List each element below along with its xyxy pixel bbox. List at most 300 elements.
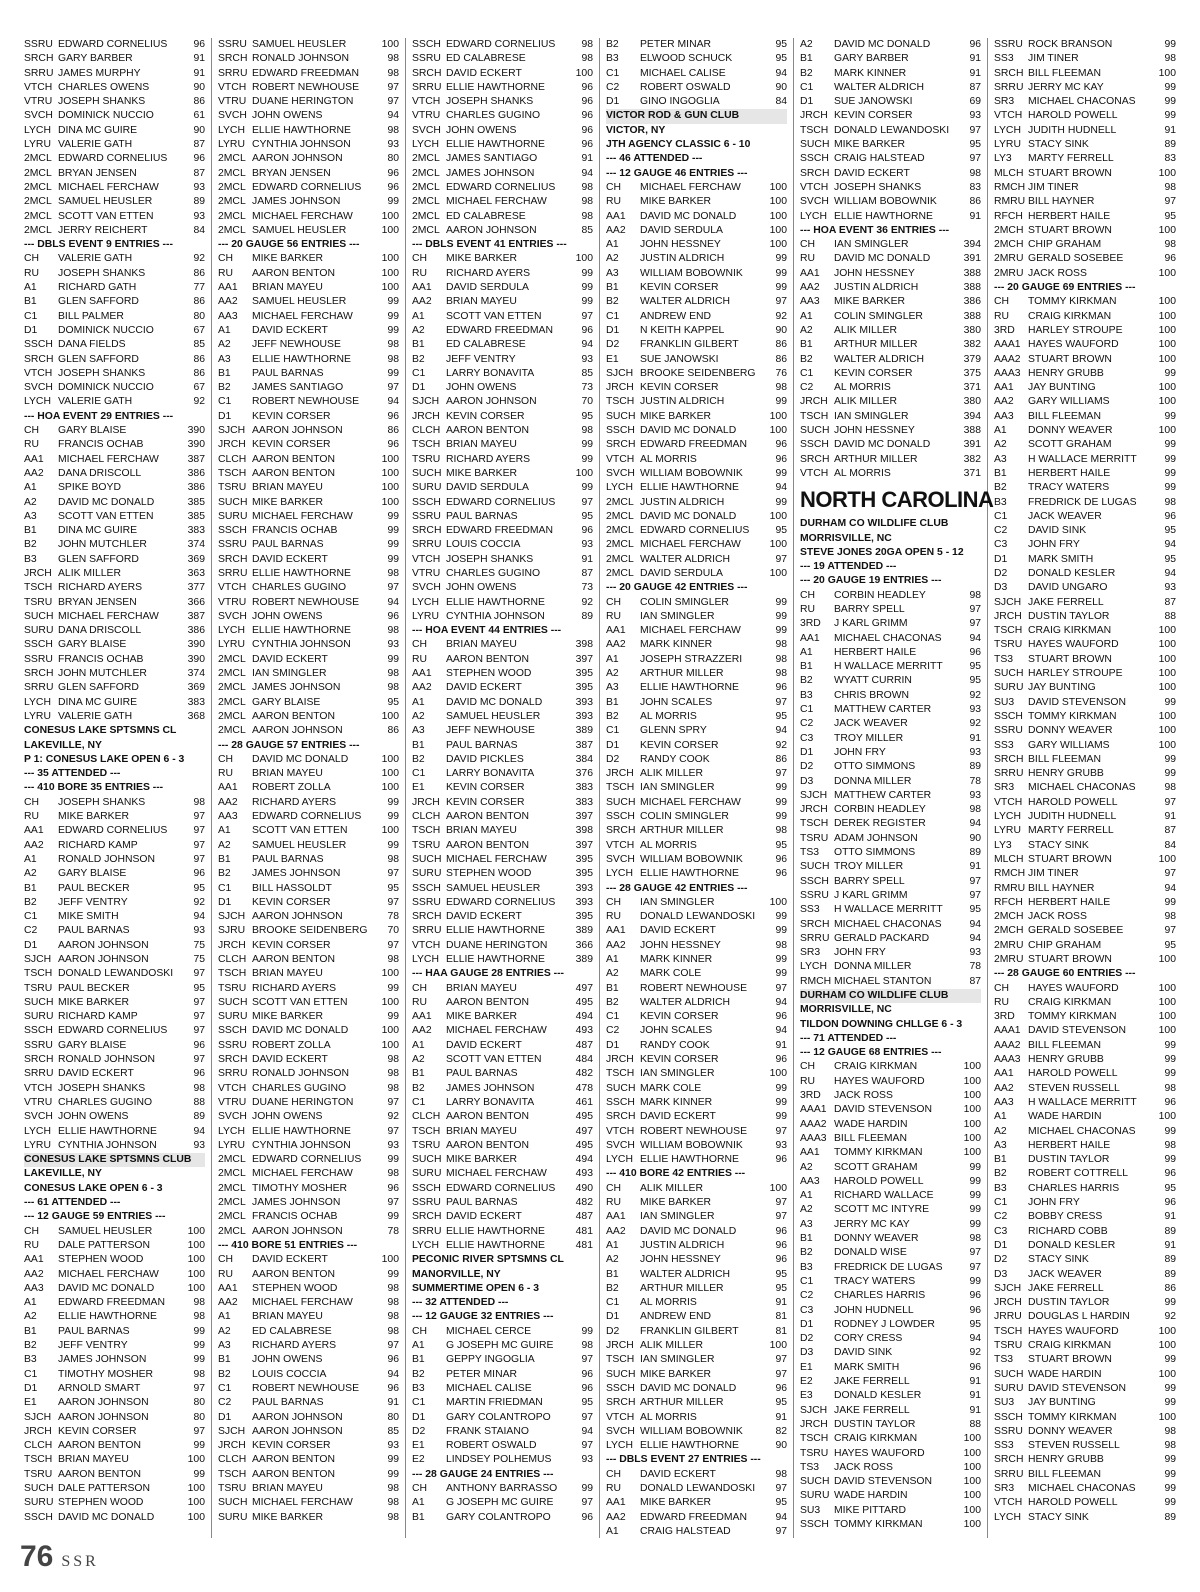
event-code: 2MCL — [412, 224, 440, 236]
score: 369 — [187, 682, 205, 694]
shooter-name: MIKE BARKER — [640, 410, 712, 422]
event-code: VTCH — [412, 939, 441, 951]
result-row — [24, 824, 205, 838]
result-row — [606, 453, 787, 467]
shooter-name: DOUGLAS L HARDIN — [1028, 1311, 1130, 1323]
event-code: 2MCL — [412, 181, 440, 193]
event-code: SJCH — [218, 911, 246, 923]
result-row — [412, 1368, 593, 1382]
shooter-name: MICHAEL FERCHAW — [252, 1497, 353, 1509]
shooter-name: CORBIN HEADLEY — [834, 589, 926, 601]
event-code: 2MCL — [218, 653, 246, 665]
shooter-name: CRAIG KIRKMAN — [1028, 310, 1112, 322]
result-row — [606, 195, 787, 209]
event-code: B1 — [24, 525, 37, 537]
result-row — [994, 167, 1176, 181]
score: 93 — [387, 639, 399, 651]
result-row — [218, 967, 399, 981]
event-code: D1 — [24, 1382, 38, 1394]
shooter-name: MICHAEL FERCHAW — [446, 1168, 547, 1180]
result-row — [994, 1067, 1176, 1081]
score: 91 — [969, 1376, 981, 1388]
score: 86 — [775, 353, 787, 365]
score: 100 — [187, 1239, 205, 1251]
result-row — [800, 1103, 981, 1117]
event-code: SURU — [218, 1011, 248, 1023]
event-code: TSRU — [412, 1139, 441, 1151]
score: 99 — [1164, 1039, 1176, 1051]
result-row — [606, 1125, 787, 1139]
result-row — [606, 1396, 787, 1410]
score: 98 — [387, 682, 399, 694]
result-row — [218, 667, 399, 681]
event-code: LYCH — [800, 961, 827, 973]
shooter-name: JOHN OWENS — [58, 1111, 129, 1123]
score: 99 — [387, 367, 399, 379]
shooter-name: DONALD KESLER — [834, 1390, 922, 1402]
shooter-name: KEVIN CORSER — [640, 382, 719, 394]
event-header: --- 12 GAUGE 59 ENTRIES --- — [24, 1211, 166, 1223]
score: 100 — [963, 1433, 981, 1445]
shooter-name: CRAIG KIRKMAN — [834, 1433, 918, 1445]
shooter-name: HENRY GRUBB — [1028, 1054, 1104, 1066]
score: 100 — [1158, 653, 1176, 665]
result-row — [218, 896, 399, 910]
shooter-name: LINDSEY POLHEMUS — [446, 1454, 552, 1466]
result-row — [994, 1167, 1176, 1181]
result-row — [24, 1096, 205, 1110]
shooter-name: ARTHUR MILLER — [834, 339, 918, 351]
score: 94 — [775, 482, 787, 494]
event-code: A1 — [218, 1311, 231, 1323]
shooter-name: DUANE HERINGTON — [252, 96, 354, 108]
event-code: A2 — [412, 1054, 425, 1066]
result-row — [24, 424, 205, 438]
shooter-name: JOHN HESSNEY — [640, 939, 721, 951]
score: 98 — [1164, 496, 1176, 508]
result-row — [412, 1210, 593, 1224]
result-row — [606, 953, 787, 967]
score: 386 — [187, 482, 205, 494]
event-code: SRRU — [800, 932, 830, 944]
event-code: LYRU — [24, 1139, 51, 1151]
result-row — [800, 1489, 981, 1503]
score: 98 — [387, 954, 399, 965]
event-code: AA1 — [412, 1011, 432, 1023]
score: 95 — [775, 39, 787, 50]
event-code: SJCH — [24, 954, 52, 965]
result-row — [412, 138, 593, 152]
score: 99 — [775, 1082, 787, 1094]
score: 95 — [775, 1497, 787, 1509]
result-row — [606, 1353, 787, 1367]
event-code: RFCH — [994, 210, 1023, 222]
event-code: SSCH — [412, 1182, 441, 1194]
score: 497 — [575, 982, 593, 994]
score: 97 — [775, 296, 787, 308]
shooter-name: AARON BENTON — [252, 1268, 335, 1280]
event-code: A1 — [24, 482, 37, 494]
score: 99 — [1164, 467, 1176, 479]
result-row — [218, 553, 399, 567]
score: 95 — [969, 904, 981, 916]
event-code: SRCH — [412, 911, 442, 923]
score: 94 — [387, 1368, 399, 1380]
shooter-name: AARON JOHNSON — [252, 425, 343, 437]
shooter-name: ELLIE HAWTHORNE — [446, 139, 545, 151]
result-row — [412, 853, 593, 867]
score: 97 — [193, 1054, 205, 1066]
result-row — [218, 867, 399, 881]
result-row — [218, 1439, 399, 1453]
shooter-name: STUART BROWN — [1028, 954, 1112, 965]
event-code: SURU — [218, 510, 248, 522]
result-row — [994, 1210, 1176, 1224]
shooter-name: DAVID SINK — [834, 1347, 893, 1359]
result-row — [994, 796, 1176, 810]
result-row — [218, 1382, 399, 1396]
shooter-name: CHARLES GUGINO — [252, 1082, 347, 1094]
event-code: SRRU — [994, 1468, 1024, 1480]
event-code: SRRU — [24, 1068, 54, 1080]
event-code: TSCH — [24, 1454, 53, 1466]
result-row — [24, 853, 205, 867]
result-row — [24, 1511, 205, 1525]
score: 84 — [775, 96, 787, 108]
event-code: A2 — [800, 1204, 813, 1216]
score: 98 — [1164, 239, 1176, 251]
shooter-name: TOMMY KIRKMAN — [1028, 1411, 1117, 1423]
result-row — [606, 1253, 787, 1267]
result-row — [606, 653, 787, 667]
result-row — [800, 1232, 981, 1246]
result-row — [218, 839, 399, 853]
score: 99 — [775, 496, 787, 508]
score: 97 — [581, 1411, 593, 1423]
score: 97 — [775, 1368, 787, 1380]
score: 89 — [1164, 1268, 1176, 1280]
shooter-name: DONALD LEWANDOSKI — [834, 124, 950, 136]
event-header: --- DBLS EVENT 41 ENTRIES --- — [412, 239, 567, 251]
result-row — [800, 1089, 981, 1103]
score: 377 — [187, 582, 205, 594]
result-row — [606, 796, 787, 810]
score: 98 — [387, 1482, 399, 1494]
shooter-name: STEVEN RUSSELL — [1028, 1440, 1120, 1452]
result-row — [994, 1353, 1176, 1367]
event-code: E1 — [606, 353, 619, 365]
event-header: --- 28 GAUGE 42 ENTRIES --- — [606, 882, 748, 894]
shooter-name: MIKE BARKER — [640, 1497, 712, 1509]
shooter-name: AL MORRIS — [640, 453, 697, 465]
result-row — [994, 810, 1176, 824]
score: 95 — [969, 1318, 981, 1330]
event-code: SSCH — [218, 1025, 247, 1037]
shooter-name: IAN SMINGLER — [252, 668, 327, 680]
score: 100 — [769, 196, 787, 208]
shooter-name: DAVID STEVENSON — [1028, 1025, 1126, 1037]
score: 99 — [193, 1468, 205, 1480]
event-code: SRCH — [994, 1454, 1024, 1466]
shooter-name: JOSEPH SHANKS — [58, 367, 146, 379]
event-code: AA1 — [994, 1068, 1014, 1080]
shooter-name: CHRIS BROWN — [834, 689, 910, 701]
score: 100 — [769, 1340, 787, 1352]
result-row — [218, 681, 399, 695]
event-code: SSRU — [218, 39, 247, 50]
result-row — [412, 710, 593, 724]
result-row — [994, 553, 1176, 567]
event-code: AA1 — [994, 382, 1014, 394]
result-row — [606, 1196, 787, 1210]
result-row — [218, 1325, 399, 1339]
score: 86 — [193, 367, 205, 379]
shooter-name: FRANCIS OCHAB — [58, 439, 144, 451]
score: 94 — [775, 996, 787, 1008]
score: 93 — [969, 110, 981, 122]
event-code: C1 — [24, 1368, 38, 1380]
shooter-name: VALERIE GATH — [58, 253, 133, 265]
result-row — [800, 453, 981, 467]
result-row — [218, 1468, 399, 1482]
shooter-name: JEFF VENTRY — [58, 1340, 128, 1352]
shooter-name: MICHAEL FERCHAW — [446, 853, 547, 865]
result-row — [24, 553, 205, 567]
result-row — [606, 496, 787, 510]
shooter-name: CHARLES OWENS — [58, 81, 150, 93]
event-code: SVCH — [24, 1111, 53, 1123]
result-row — [218, 138, 399, 152]
score: 97 — [775, 1197, 787, 1209]
shooter-name: MIKE BARKER — [252, 496, 324, 508]
score: 100 — [381, 710, 399, 722]
event-header: --- 61 ATTENDED --- — [24, 1197, 121, 1209]
score: 395 — [575, 682, 593, 694]
event-code: B1 — [994, 467, 1007, 479]
shooter-name: DAVID MC DONALD — [640, 1382, 737, 1394]
score: 98 — [387, 1068, 399, 1080]
result-row — [800, 367, 981, 381]
event-code: LYCH — [994, 124, 1021, 136]
shooter-name: COLIN SMINGLER — [640, 596, 729, 608]
score: 95 — [387, 696, 399, 708]
result-row — [412, 538, 593, 552]
event-code: 2MCL — [218, 1182, 246, 1194]
shooter-name: JOHN FRY — [1028, 1197, 1080, 1209]
score: 100 — [381, 1025, 399, 1037]
shoot-info: LAKEVILLE, NY — [24, 739, 102, 751]
event-code: SSRU — [218, 1039, 247, 1051]
score: 87 — [969, 975, 981, 987]
shooter-name: DONALD KESLER — [1028, 567, 1116, 579]
result-row — [24, 882, 205, 896]
shooter-name: IAN SMINGLER — [640, 1068, 715, 1080]
shooter-name: JAMES SANTIAGO — [252, 382, 344, 394]
result-row — [994, 867, 1176, 881]
event-code: SSRU — [412, 896, 441, 908]
score: 99 — [1164, 81, 1176, 93]
result-row — [800, 1332, 981, 1346]
event-header: --- HOA EVENT 44 ENTRIES --- — [412, 625, 562, 637]
score: 84 — [1164, 839, 1176, 851]
score: 100 — [381, 467, 399, 479]
event-code: SUCH — [800, 425, 830, 437]
shooter-name: EDWARD FREEDMAN — [640, 439, 747, 451]
score: 100 — [1158, 739, 1176, 751]
event-code: RU — [800, 253, 816, 265]
score: 97 — [387, 582, 399, 594]
shooter-name: GARY COLANTROPO — [446, 1411, 551, 1423]
result-row — [412, 195, 593, 209]
score: 99 — [775, 396, 787, 408]
event-code: RU — [800, 603, 816, 615]
event-code: SUCH — [994, 1368, 1024, 1380]
score: 99 — [775, 1111, 787, 1123]
event-code: C2 — [218, 1397, 232, 1409]
shooter-name: HAYES WAUFORD — [1028, 339, 1119, 351]
shooter-name: PAUL BARNAS — [252, 539, 324, 551]
event-code: SVCH — [218, 610, 247, 622]
score: 86 — [775, 753, 787, 765]
score: 86 — [193, 267, 205, 279]
event-code: B1 — [218, 1354, 231, 1366]
result-row — [994, 638, 1176, 652]
result-row — [800, 889, 981, 903]
event-header: --- DBLS EVENT 27 ENTRIES --- — [606, 1454, 761, 1466]
result-row — [994, 1425, 1176, 1439]
result-row — [24, 1139, 205, 1153]
score: 100 — [187, 1454, 205, 1466]
shooter-name: STUART BROWN — [1028, 167, 1112, 179]
score: 99 — [581, 453, 593, 465]
shooter-name: JOSEPH SHANKS — [446, 96, 534, 108]
score: 97 — [775, 1354, 787, 1366]
score: 94 — [969, 818, 981, 830]
result-row — [606, 1053, 787, 1067]
score: 94 — [1164, 882, 1176, 894]
shooter-name: DAVID ECKERT — [58, 1068, 134, 1080]
result-row — [994, 696, 1176, 710]
shooter-name: ANTHONY BARRASSO — [446, 1482, 558, 1494]
shooter-name: JEFF VENTRY — [446, 353, 516, 365]
shooter-name: MICHAEL CERCE — [446, 1325, 532, 1337]
event-code: TSRU — [24, 982, 53, 994]
shooter-name: STEVEN RUSSELL — [1028, 1082, 1120, 1094]
shooter-name: ELLIE HAWTHORNE — [252, 625, 351, 637]
shooter-name: ARTHUR MILLER — [640, 825, 724, 837]
score: 96 — [387, 1354, 399, 1366]
result-row — [24, 1082, 205, 1096]
score: 100 — [1158, 67, 1176, 79]
event-code: TSRU — [994, 639, 1023, 651]
shooter-name: MIKE BARKER — [640, 1197, 712, 1209]
shooter-name: RONALD JOHNSON — [58, 853, 155, 865]
shooter-name: GARY WILLIAMS — [1028, 396, 1110, 408]
result-row — [218, 953, 399, 967]
event-code: C1 — [24, 310, 38, 322]
event-code: SRCH — [24, 668, 54, 680]
event-code: 2MRU — [994, 939, 1024, 951]
shooter-name: DAVID MC DONALD — [252, 1025, 349, 1037]
shoot-info: MORRISVILLE, NC — [800, 1004, 892, 1016]
result-row — [994, 724, 1176, 738]
result-row — [218, 353, 399, 367]
event-code: AAA3 — [800, 1132, 827, 1144]
score: 99 — [581, 267, 593, 279]
event-code: VTRU — [412, 567, 441, 579]
score: 100 — [381, 482, 399, 494]
shooter-name: STEPHEN WOOD — [252, 1282, 338, 1294]
shooter-name: STEPHEN WOOD — [58, 1254, 144, 1266]
result-row — [24, 910, 205, 924]
score: 91 — [775, 1297, 787, 1309]
score: 99 — [775, 911, 787, 923]
event-code: A2 — [800, 39, 813, 50]
result-row — [994, 524, 1176, 538]
shooter-name: BILL HAYNER — [1028, 196, 1095, 208]
event-code: 2MCH — [994, 224, 1024, 236]
score: 390 — [187, 439, 205, 451]
event-code: C1 — [412, 1096, 426, 1108]
shooter-name: MICHAEL FERCHAW — [252, 310, 353, 322]
shooter-name: JAKE FERRELL — [1028, 596, 1104, 608]
event-code: SRCH — [800, 453, 830, 465]
shooter-name: JOHN MUTCHLER — [58, 668, 147, 680]
shooter-name: AARON BENTON — [252, 710, 335, 722]
result-row — [412, 882, 593, 896]
score: 99 — [775, 1096, 787, 1108]
event-code: A1 — [412, 1039, 425, 1051]
result-row — [412, 395, 593, 409]
score: 388 — [963, 282, 981, 294]
event-code: 2MCL — [218, 710, 246, 722]
result-row — [800, 660, 981, 674]
shooter-name: DONALD LEWANDOSKI — [640, 1482, 756, 1494]
event-code: JRCH — [606, 382, 634, 394]
score: 99 — [581, 296, 593, 308]
event-code: SRCH — [24, 53, 54, 65]
event-code: RU — [606, 911, 622, 923]
event-code: SUCH — [412, 467, 442, 479]
shooter-name: AARON BENTON — [252, 1454, 335, 1466]
score: 98 — [193, 1311, 205, 1323]
shooter-name: MICHAEL FERCHAW — [58, 610, 159, 622]
result-row — [800, 1318, 981, 1332]
event-code: A1 — [218, 324, 231, 336]
score: 92 — [1164, 1311, 1176, 1323]
shooter-name: DAVID SERDULA — [446, 282, 529, 294]
event-code: B1 — [412, 339, 425, 351]
event-code: AA3 — [800, 296, 820, 308]
shooter-name: HAROLD POWELL — [834, 1175, 924, 1187]
score: 99 — [775, 610, 787, 622]
shooter-name: AARON JOHNSON — [252, 725, 343, 737]
shooter-name: DAVID MC DONALD — [252, 753, 349, 765]
event-code: A1 — [218, 825, 231, 837]
shooter-name: BRIAN MAYEU — [252, 768, 323, 780]
score: 97 — [775, 1125, 787, 1137]
shooter-name: JEFF VENTRY — [58, 896, 128, 908]
shooter-name: EDWARD CORNELIUS — [58, 825, 168, 837]
event-code: TSCH — [24, 968, 53, 980]
event-code: CH — [218, 753, 234, 765]
shoot-info: TILDON DOWNING CHLLGE 6 - 3 — [800, 1018, 963, 1030]
score: 100 — [381, 968, 399, 980]
event-code: CLCH — [412, 425, 441, 437]
shooter-name: CRAIG KIRKMAN — [1028, 996, 1112, 1008]
result-row — [412, 1039, 593, 1053]
shooter-name: SCOTT MC INTYRE — [834, 1204, 930, 1216]
